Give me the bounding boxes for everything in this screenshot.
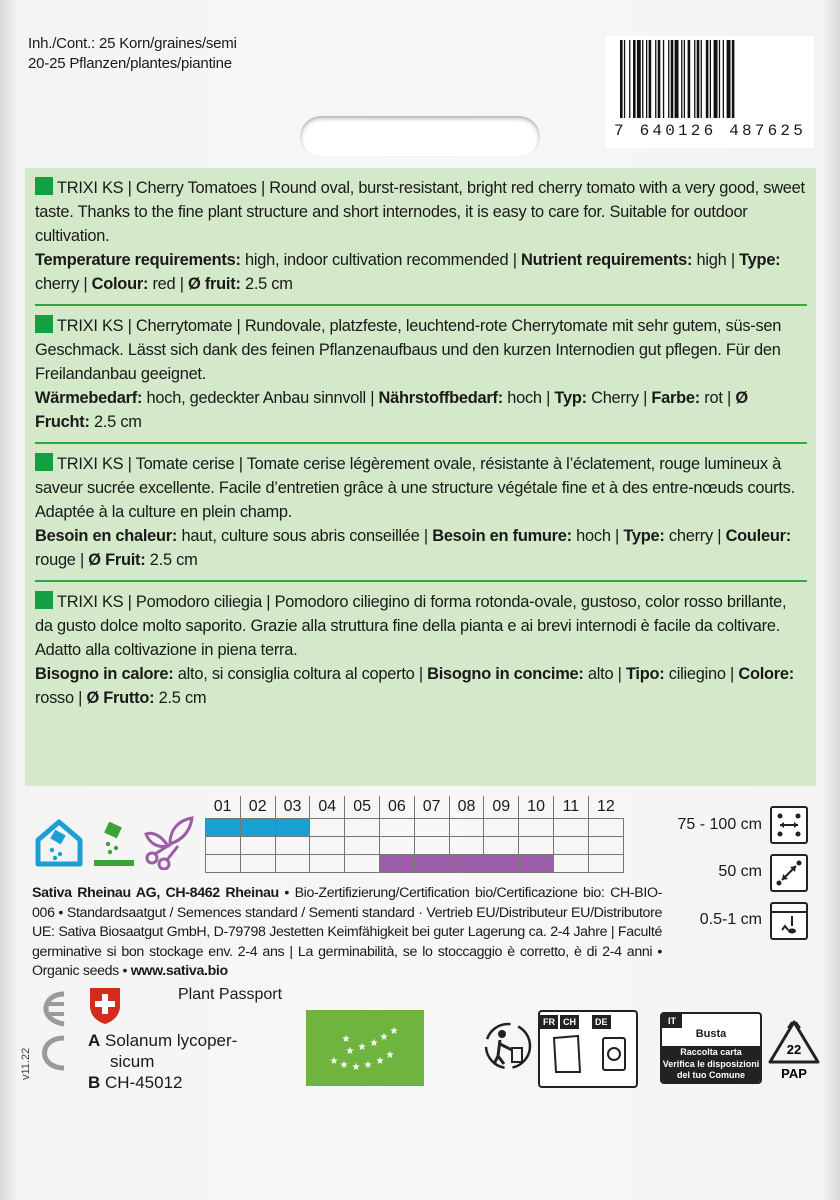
barcode-bar	[710, 40, 711, 118]
spec-value: haut, culture sous abris conseillée |	[177, 527, 433, 545]
tag-fr: FR	[540, 1015, 558, 1029]
eu-star: ★	[363, 1060, 373, 1071]
barcode-bar	[624, 40, 625, 118]
calendar-cell	[206, 855, 241, 873]
month-row	[206, 796, 624, 819]
calendar-cell	[484, 855, 519, 873]
pap-number: 22	[786, 1042, 802, 1057]
barcode-bar	[629, 40, 630, 118]
spec-value: ciliegino |	[664, 665, 739, 683]
calendar-cell	[519, 855, 554, 873]
spec-key: Bisogno in concime:	[427, 665, 584, 683]
tag-ch: CH	[560, 1015, 579, 1029]
plant-passport-title: Plant Passport	[178, 986, 283, 1003]
spec-key: Ø fruit:	[188, 275, 241, 293]
calendar-cell	[240, 819, 275, 837]
calendar-cell	[449, 855, 484, 873]
eu-star: ★	[339, 1060, 349, 1071]
spec-key: Besoin en chaleur:	[35, 527, 178, 545]
busta-title: Busta	[695, 1028, 727, 1040]
calendar-cell	[206, 837, 241, 855]
spec-value: alto, si consiglia coltura al coperto |	[173, 665, 428, 683]
month-10: 10	[519, 796, 554, 819]
month-01: 01	[213, 798, 232, 815]
outdoor-sowing-icon	[92, 822, 136, 868]
desc-text: TRIXI KS | Pomodoro ciliegia | Pomodoro ciliegino di forma rotonda-ovale, gustoso, color rosso brillante, da gusto dolce molto saporito. Grazie alla struttura fine della pianta e ai brevi internodi è facile da coltivare. Adatto alla coltivazione in piena terra.	[35, 593, 787, 659]
spec-value: rosso |	[35, 689, 87, 707]
calendar-cell	[519, 819, 554, 837]
desc-text: TRIXI KS | Cherrytomate | Rundovale, platzfeste, leuchtend-rote Cherrytomate mit sehr gutem, süs-sen Geschmack. Lässt sich dank des feinen Pflanzenaufbaus und den kurzen Internodien gut pflegen. Für den Freilandanbau geeignet.	[35, 317, 782, 383]
greenhouse-sowing-icon	[34, 818, 84, 868]
barcode-number: 7 640126 487625	[613, 122, 807, 140]
spec-key: Colore:	[738, 665, 794, 683]
calendar-cell	[379, 855, 414, 873]
barcode-bar	[697, 40, 700, 118]
barcode-bar	[706, 40, 709, 118]
spec-value: 2.5 cm	[154, 689, 207, 707]
busta-line-1: Raccolta carta	[680, 1047, 742, 1057]
de-bin-box	[592, 1010, 638, 1088]
eu-star: ★	[345, 1046, 355, 1057]
month-11: 11	[553, 796, 588, 819]
barcode-bar	[727, 40, 731, 118]
calendar-cell	[310, 819, 345, 837]
barcode-bar	[681, 40, 682, 118]
eu-star: ★	[379, 1032, 389, 1043]
section-fr	[25, 444, 816, 580]
calendar-cell	[519, 837, 554, 855]
calendar-cell	[275, 819, 310, 837]
eu-organic-leaf-icon	[306, 1010, 424, 1086]
country-tags	[540, 1012, 581, 1026]
spec-value: rot |	[700, 389, 736, 407]
calendar-cell	[588, 837, 623, 855]
calendar-cell	[345, 819, 380, 837]
month-06: 06	[379, 796, 414, 819]
envelope-icon	[552, 1034, 582, 1074]
desc-text: TRIXI KS | Cherry Tomatoes | Round oval, burst-resistant, bright red cherry tomato with a very good, sweet taste. Thanks to the fine plant structure and short internodes, it is easy to care for. Suitable for outdoor cultivation.	[35, 179, 805, 245]
version-label: v11.22	[20, 1047, 32, 1080]
empty-row	[206, 837, 624, 855]
tidyman-recycle-icon	[480, 1020, 536, 1072]
barcode-bar	[663, 40, 664, 118]
eu-star: ★	[389, 1026, 399, 1037]
barcode-bar	[649, 40, 652, 118]
harvest-row	[206, 855, 624, 873]
calendar-cell	[414, 855, 449, 873]
passport-b-value: CH-45012	[105, 1073, 183, 1092]
hang-hole	[300, 116, 540, 158]
green-square-icon	[35, 591, 53, 609]
row-spacing-icon	[770, 806, 808, 844]
barcode-bar	[694, 40, 695, 118]
barcode-bar	[633, 40, 636, 118]
calendar-cell	[588, 819, 623, 837]
barcode-bar	[719, 40, 720, 118]
calendar-cell	[484, 819, 519, 837]
eu-star: ★	[351, 1062, 361, 1073]
spec-key: Ø Frutto:	[86, 689, 155, 707]
spec-key: Nutrient requirements:	[521, 251, 693, 269]
month-08: 08	[449, 796, 484, 819]
section-it	[25, 582, 816, 718]
spec-value: high |	[692, 251, 740, 269]
barcode-bar	[675, 40, 679, 118]
plant-spacing-label: 50 cm	[718, 863, 762, 880]
spec-key: Type:	[623, 527, 665, 545]
company-info	[32, 884, 662, 982]
eu-star: ★	[341, 1034, 351, 1045]
plant-passport-data	[88, 1030, 237, 1093]
barcode-bar	[684, 40, 685, 118]
spec-value: cherry |	[35, 275, 92, 293]
barcode-bar	[642, 40, 643, 118]
spec-value: alto |	[583, 665, 626, 683]
spec-value: red |	[148, 275, 189, 293]
spec-value: cherry |	[664, 527, 726, 545]
calendar-cell	[553, 819, 588, 837]
spec-value: hoch |	[571, 527, 624, 545]
busta-tag: IT	[662, 1014, 682, 1028]
company-text: • Bio-Zertifizierung/Certification bio/Certificazione bio: CH-BIO-006 • Standardsaatgut / Semences standard / Sementi standard · Vertrieb EU/Distributeur EU/Distributore UE: Sativa Biosaatgut GmbH, D-79798 Jestetten Keimfähigkeit bei guter Lagerung ca. 2-4 Jahre | Faculté germinative si bon stockage env. 2-4 ans | La germinabilità, se lo stoccaggio è corretto, è di 2-4 anni • Organic seeds •	[32, 885, 662, 979]
spec-value: 2.5 cm	[89, 413, 142, 431]
calendar-cell	[484, 837, 519, 855]
spec-key: Tipo:	[625, 665, 665, 683]
barcode-bar	[646, 40, 647, 118]
cultivation-calendar	[205, 796, 624, 873]
barcode-bar	[671, 40, 674, 118]
month-09: 09	[484, 796, 519, 819]
busta-text	[662, 1046, 760, 1083]
harvest-scissors-icon	[140, 814, 196, 870]
spec-key: Besoin en fumure:	[432, 527, 572, 545]
sowing-depth-label: 0.5-1 cm	[699, 911, 762, 928]
content-info	[28, 34, 237, 74]
barcode-bar	[688, 40, 691, 118]
month-12: 12	[588, 796, 623, 819]
pap-label: PAP	[781, 1066, 807, 1081]
spec-key: Couleur:	[725, 527, 791, 545]
barcode-bar	[668, 40, 669, 118]
spec-key: Type:	[739, 251, 781, 269]
calendar-cell	[379, 819, 414, 837]
barcode-bar	[732, 40, 735, 118]
calendar-cell	[275, 855, 310, 873]
spec-value: 2.5 cm	[240, 275, 293, 293]
calendar-cell	[240, 855, 275, 873]
green-square-icon	[35, 315, 53, 333]
recycle-bin-icon	[600, 1034, 628, 1074]
passport-a-value-2: sicum	[110, 1052, 155, 1071]
eu-star: ★	[357, 1042, 367, 1053]
description-panel	[25, 168, 816, 786]
section-en	[25, 168, 816, 304]
calendar-cell	[588, 855, 623, 873]
spec-key: Colour:	[91, 275, 149, 293]
calendar-cell	[206, 819, 241, 837]
barcode-bar	[714, 40, 718, 118]
spec-key: Ø Fruit:	[88, 551, 146, 569]
spec-key: Nährstoffbedarf:	[378, 389, 503, 407]
passport-a-value: Solanum lycoper-	[105, 1031, 238, 1050]
spec-value: rouge |	[35, 551, 89, 569]
barcode-bar	[658, 40, 661, 118]
website-link[interactable]: www.sativa.bio	[130, 963, 228, 979]
barcode	[606, 36, 814, 148]
calendar-cell	[275, 837, 310, 855]
sowing-row	[206, 819, 624, 837]
spec-value: hoch |	[502, 389, 555, 407]
eu-star: ★	[385, 1050, 395, 1061]
barcode-bar	[723, 40, 724, 118]
month-03: 03	[275, 796, 310, 819]
spec-value: high, indoor cultivation recommended |	[240, 251, 522, 269]
pap-recycle-icon	[766, 1018, 822, 1082]
spec-key: Farbe:	[651, 389, 700, 407]
barcode-bar	[620, 40, 623, 118]
month-05: 05	[345, 796, 380, 819]
month-04: 04	[310, 796, 345, 819]
calendar-cell	[449, 819, 484, 837]
content-line-2: 20-25 Pflanzen/plantes/piantine	[28, 55, 232, 72]
fr-ch-de-envelope-box	[538, 1010, 596, 1088]
barcode-bar	[637, 40, 641, 118]
spec-value: hoch, gedeckter Anbau sinnvoll |	[142, 389, 379, 407]
spec-key: Wärmebedarf:	[35, 389, 143, 407]
tag-de: DE	[592, 1015, 611, 1029]
calendar-cell	[345, 855, 380, 873]
eu-star: ★	[375, 1056, 385, 1067]
spec-key: Temperature requirements:	[35, 251, 241, 269]
calendar-table	[205, 796, 624, 873]
calendar-cell	[553, 855, 588, 873]
spec-value: 2.5 cm	[145, 551, 198, 569]
calendar-cell	[449, 837, 484, 855]
month-07: 07	[414, 796, 449, 819]
swiss-shield-icon	[88, 986, 122, 1026]
spec-key: Ø Frucht:	[35, 389, 748, 431]
content-line-1: Inh./Cont.: 25 Korn/graines/semi	[28, 35, 237, 52]
plant-spacing-icon	[770, 854, 808, 892]
spec-key: Typ:	[554, 389, 587, 407]
section-de	[25, 306, 816, 442]
calendar-cell	[310, 837, 345, 855]
calendar-cell	[379, 837, 414, 855]
desc-text: TRIXI KS | Tomate cerise | Tomate cerise légèrement ovale, résistante à l’éclatement, rouge lumineux à saveur sucrée excellente. Facile d’entretien grâce à une structure végétale fine et à des entre-nœuds courts. Adaptée à la culture en plein champ.	[35, 455, 795, 521]
calendar-cell	[345, 837, 380, 855]
calendar-cell	[310, 855, 345, 873]
month-02: 02	[240, 796, 275, 819]
barcode-bar	[655, 40, 656, 118]
spec-value: Cherry |	[586, 389, 652, 407]
calendar-cell	[240, 837, 275, 855]
busta-line-3: del tuo Comune	[677, 1070, 745, 1080]
busta-line-2: Verifica le disposizioni	[662, 1058, 760, 1069]
sowing-depth-icon	[770, 902, 808, 940]
green-square-icon	[35, 177, 53, 195]
calendar-cell	[414, 819, 449, 837]
company-name: Sativa Rheinau AG, CH-8462 Rheinau	[32, 885, 279, 901]
eu-flag-outline-icon	[30, 990, 72, 1074]
calendar-cell	[414, 837, 449, 855]
de-tag	[592, 1012, 613, 1026]
barcode-bars	[620, 40, 800, 122]
barcode-bar	[701, 40, 702, 118]
green-square-icon	[35, 453, 53, 471]
eu-star: ★	[329, 1056, 339, 1067]
busta-info-box	[660, 1012, 762, 1084]
eu-star: ★	[369, 1038, 379, 1049]
passport-b-key: B	[88, 1073, 101, 1092]
row-spacing-label: 75 - 100 cm	[677, 816, 762, 833]
passport-a-key: A	[88, 1031, 101, 1050]
spec-key: Bisogno in calore:	[35, 665, 174, 683]
calendar-cell	[553, 837, 588, 855]
eu-organic-logo	[306, 1010, 424, 1086]
